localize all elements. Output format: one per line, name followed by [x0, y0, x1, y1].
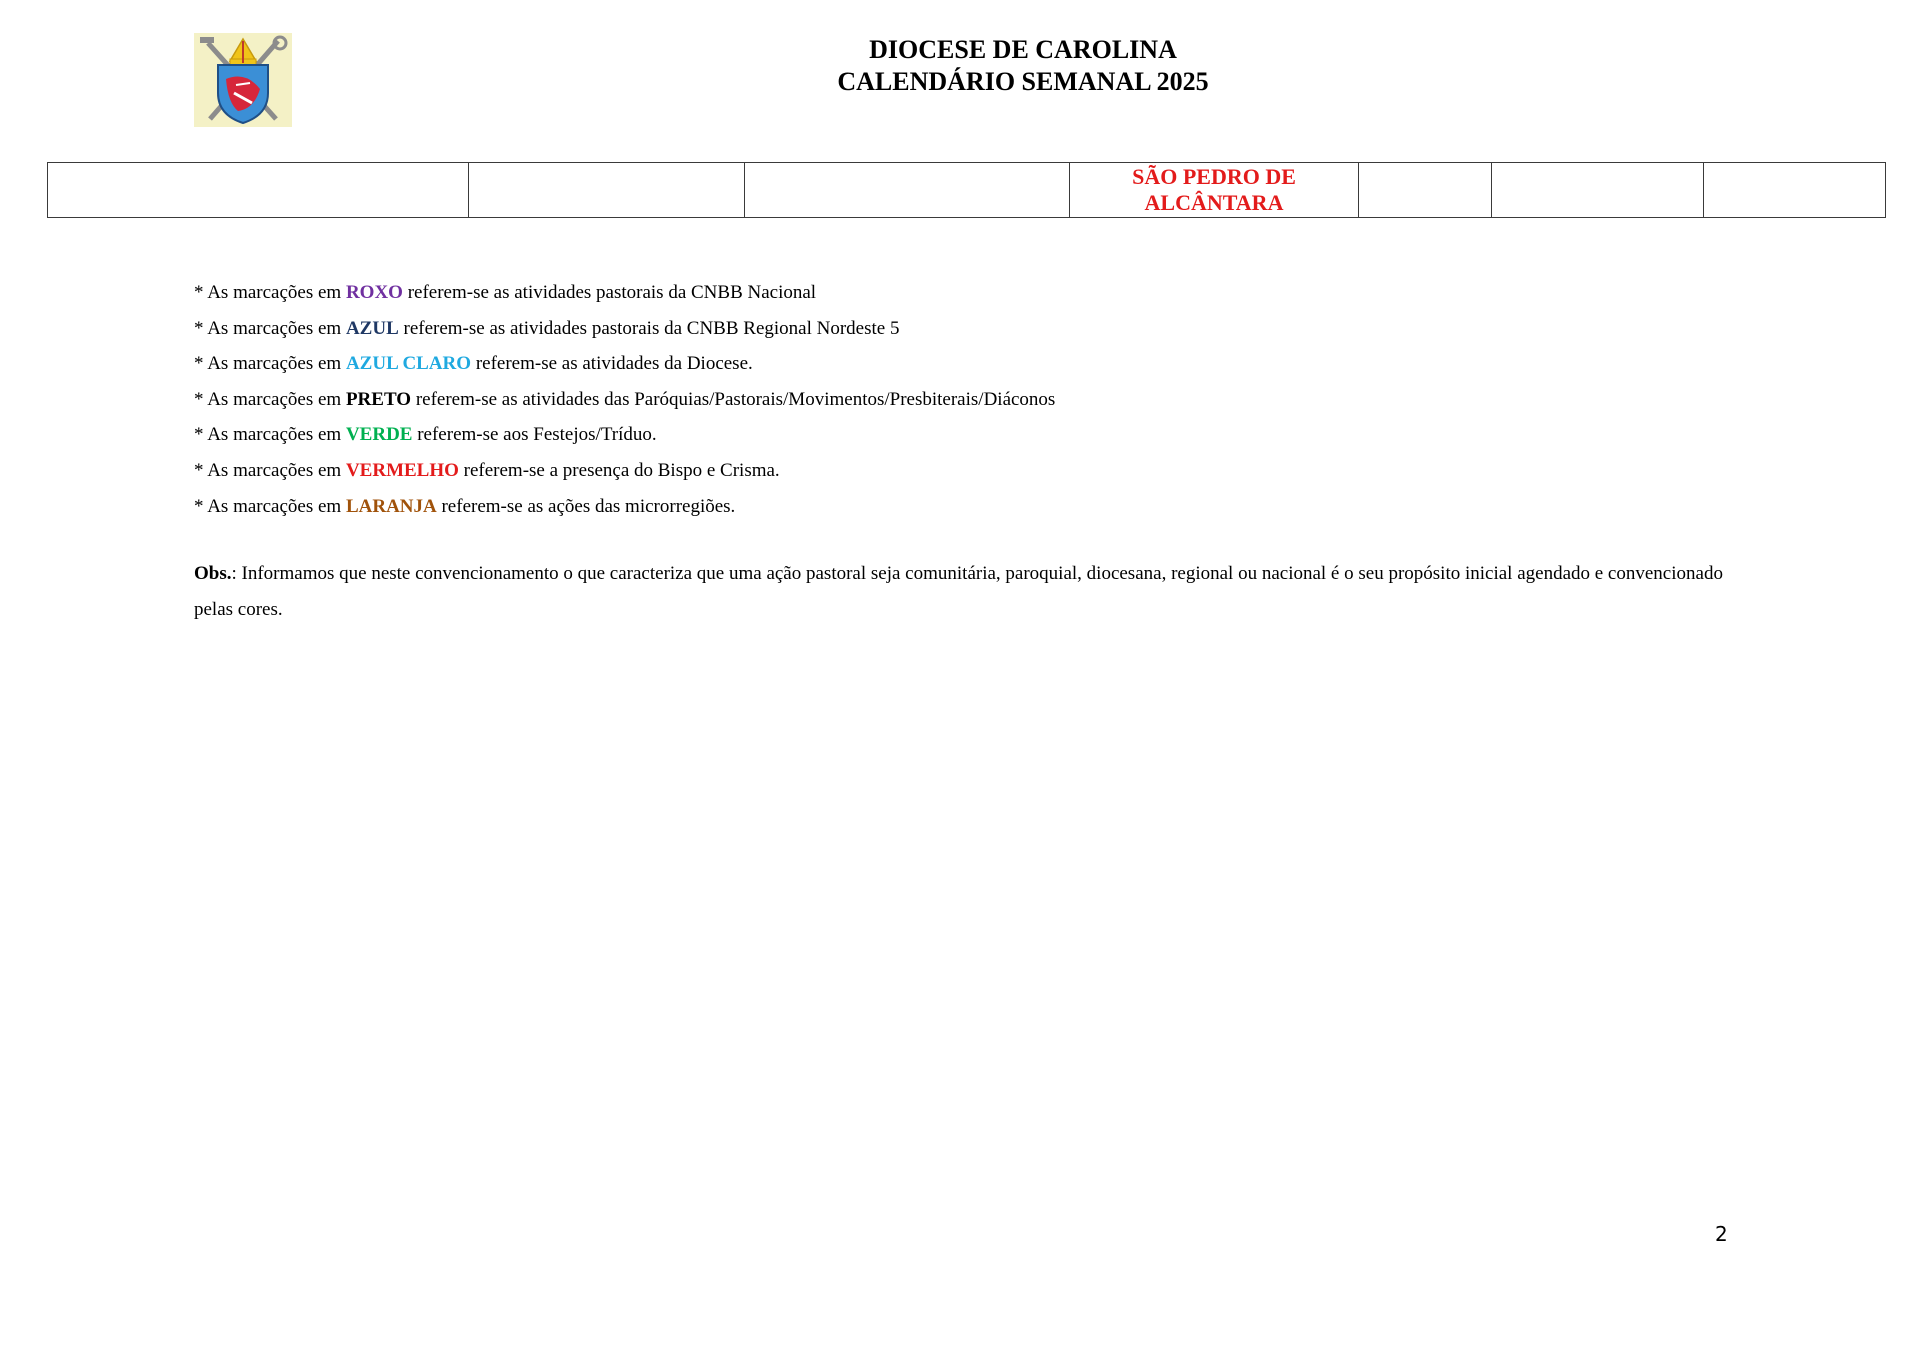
calendar-cell: [469, 163, 745, 218]
page-number: 2: [1715, 1222, 1728, 1246]
legend-description: referem-se as ações das microrregiões.: [436, 495, 736, 517]
legend-keyword: ROXO: [345, 282, 403, 303]
calendar-cell: [1359, 163, 1492, 218]
legend-keyword: LARANJA: [345, 495, 437, 517]
table-row: [48, 163, 1886, 218]
legend-description: referem-se as atividades pastorais da CNBB Nacional: [402, 282, 817, 303]
legend-prefix: * As marcações em: [194, 282, 346, 303]
calendar-cell: [745, 163, 1070, 218]
calendar-cell-event: SÃO PEDRO DE ALCÂNTARA: [1070, 163, 1359, 218]
obs-text: : Informamos que neste convencionamento o que caracteriza que uma ação pastoral seja comunitária, paroquial, diocesana, regional ou nacional é o seu propósito inicial agendado e convencionado pelas cores.: [194, 563, 1723, 620]
legend-item: [194, 382, 1754, 418]
observation-note: [194, 556, 1734, 628]
calendar-cell: [48, 163, 469, 218]
legend-keyword: VERMELHO: [345, 459, 459, 481]
calendar-week-table: [47, 162, 1886, 218]
obs-label: Obs.: [194, 563, 232, 584]
calendar-title: CALENDÁRIO SEMANAL 2025: [837, 67, 1209, 96]
diocese-title: DIOCESE DE CAROLINA: [869, 35, 1177, 64]
legend-description: referem-se as atividades da Diocese.: [471, 353, 753, 375]
legend-item: [194, 275, 1754, 311]
legend-prefix: * As marcações em: [194, 317, 346, 339]
legend-item: [194, 489, 1754, 525]
color-legend: [194, 275, 1754, 524]
document-header: [0, 34, 1920, 98]
legend-keyword: VERDE: [345, 424, 413, 446]
calendar-cell: [1492, 163, 1704, 218]
legend-item: [194, 417, 1754, 453]
legend-description: referem-se aos Festejos/Tríduo.: [412, 424, 657, 446]
legend-keyword: AZUL CLARO: [345, 353, 472, 375]
legend-prefix: * As marcações em: [194, 495, 346, 517]
legend-description: referem-se as atividades pastorais da CNBB Regional Nordeste 5: [398, 317, 900, 339]
legend-prefix: * As marcações em: [194, 424, 346, 446]
legend-prefix: * As marcações em: [194, 353, 346, 375]
calendar-cell: [1704, 163, 1886, 218]
legend-prefix: * As marcações em: [194, 459, 346, 481]
legend-item: [194, 311, 1754, 347]
legend-description: referem-se a presença do Bispo e Crisma.: [458, 459, 780, 481]
legend-description: referem-se as atividades das Paróquias/Pastorais/Movimentos/Presbiterais/Diáconos: [411, 388, 1056, 410]
legend-item: [194, 453, 1754, 489]
legend-prefix: * As marcações em: [194, 388, 346, 410]
legend-keyword: PRETO: [345, 388, 412, 410]
legend-item: [194, 346, 1754, 382]
legend-keyword: AZUL: [345, 317, 399, 339]
